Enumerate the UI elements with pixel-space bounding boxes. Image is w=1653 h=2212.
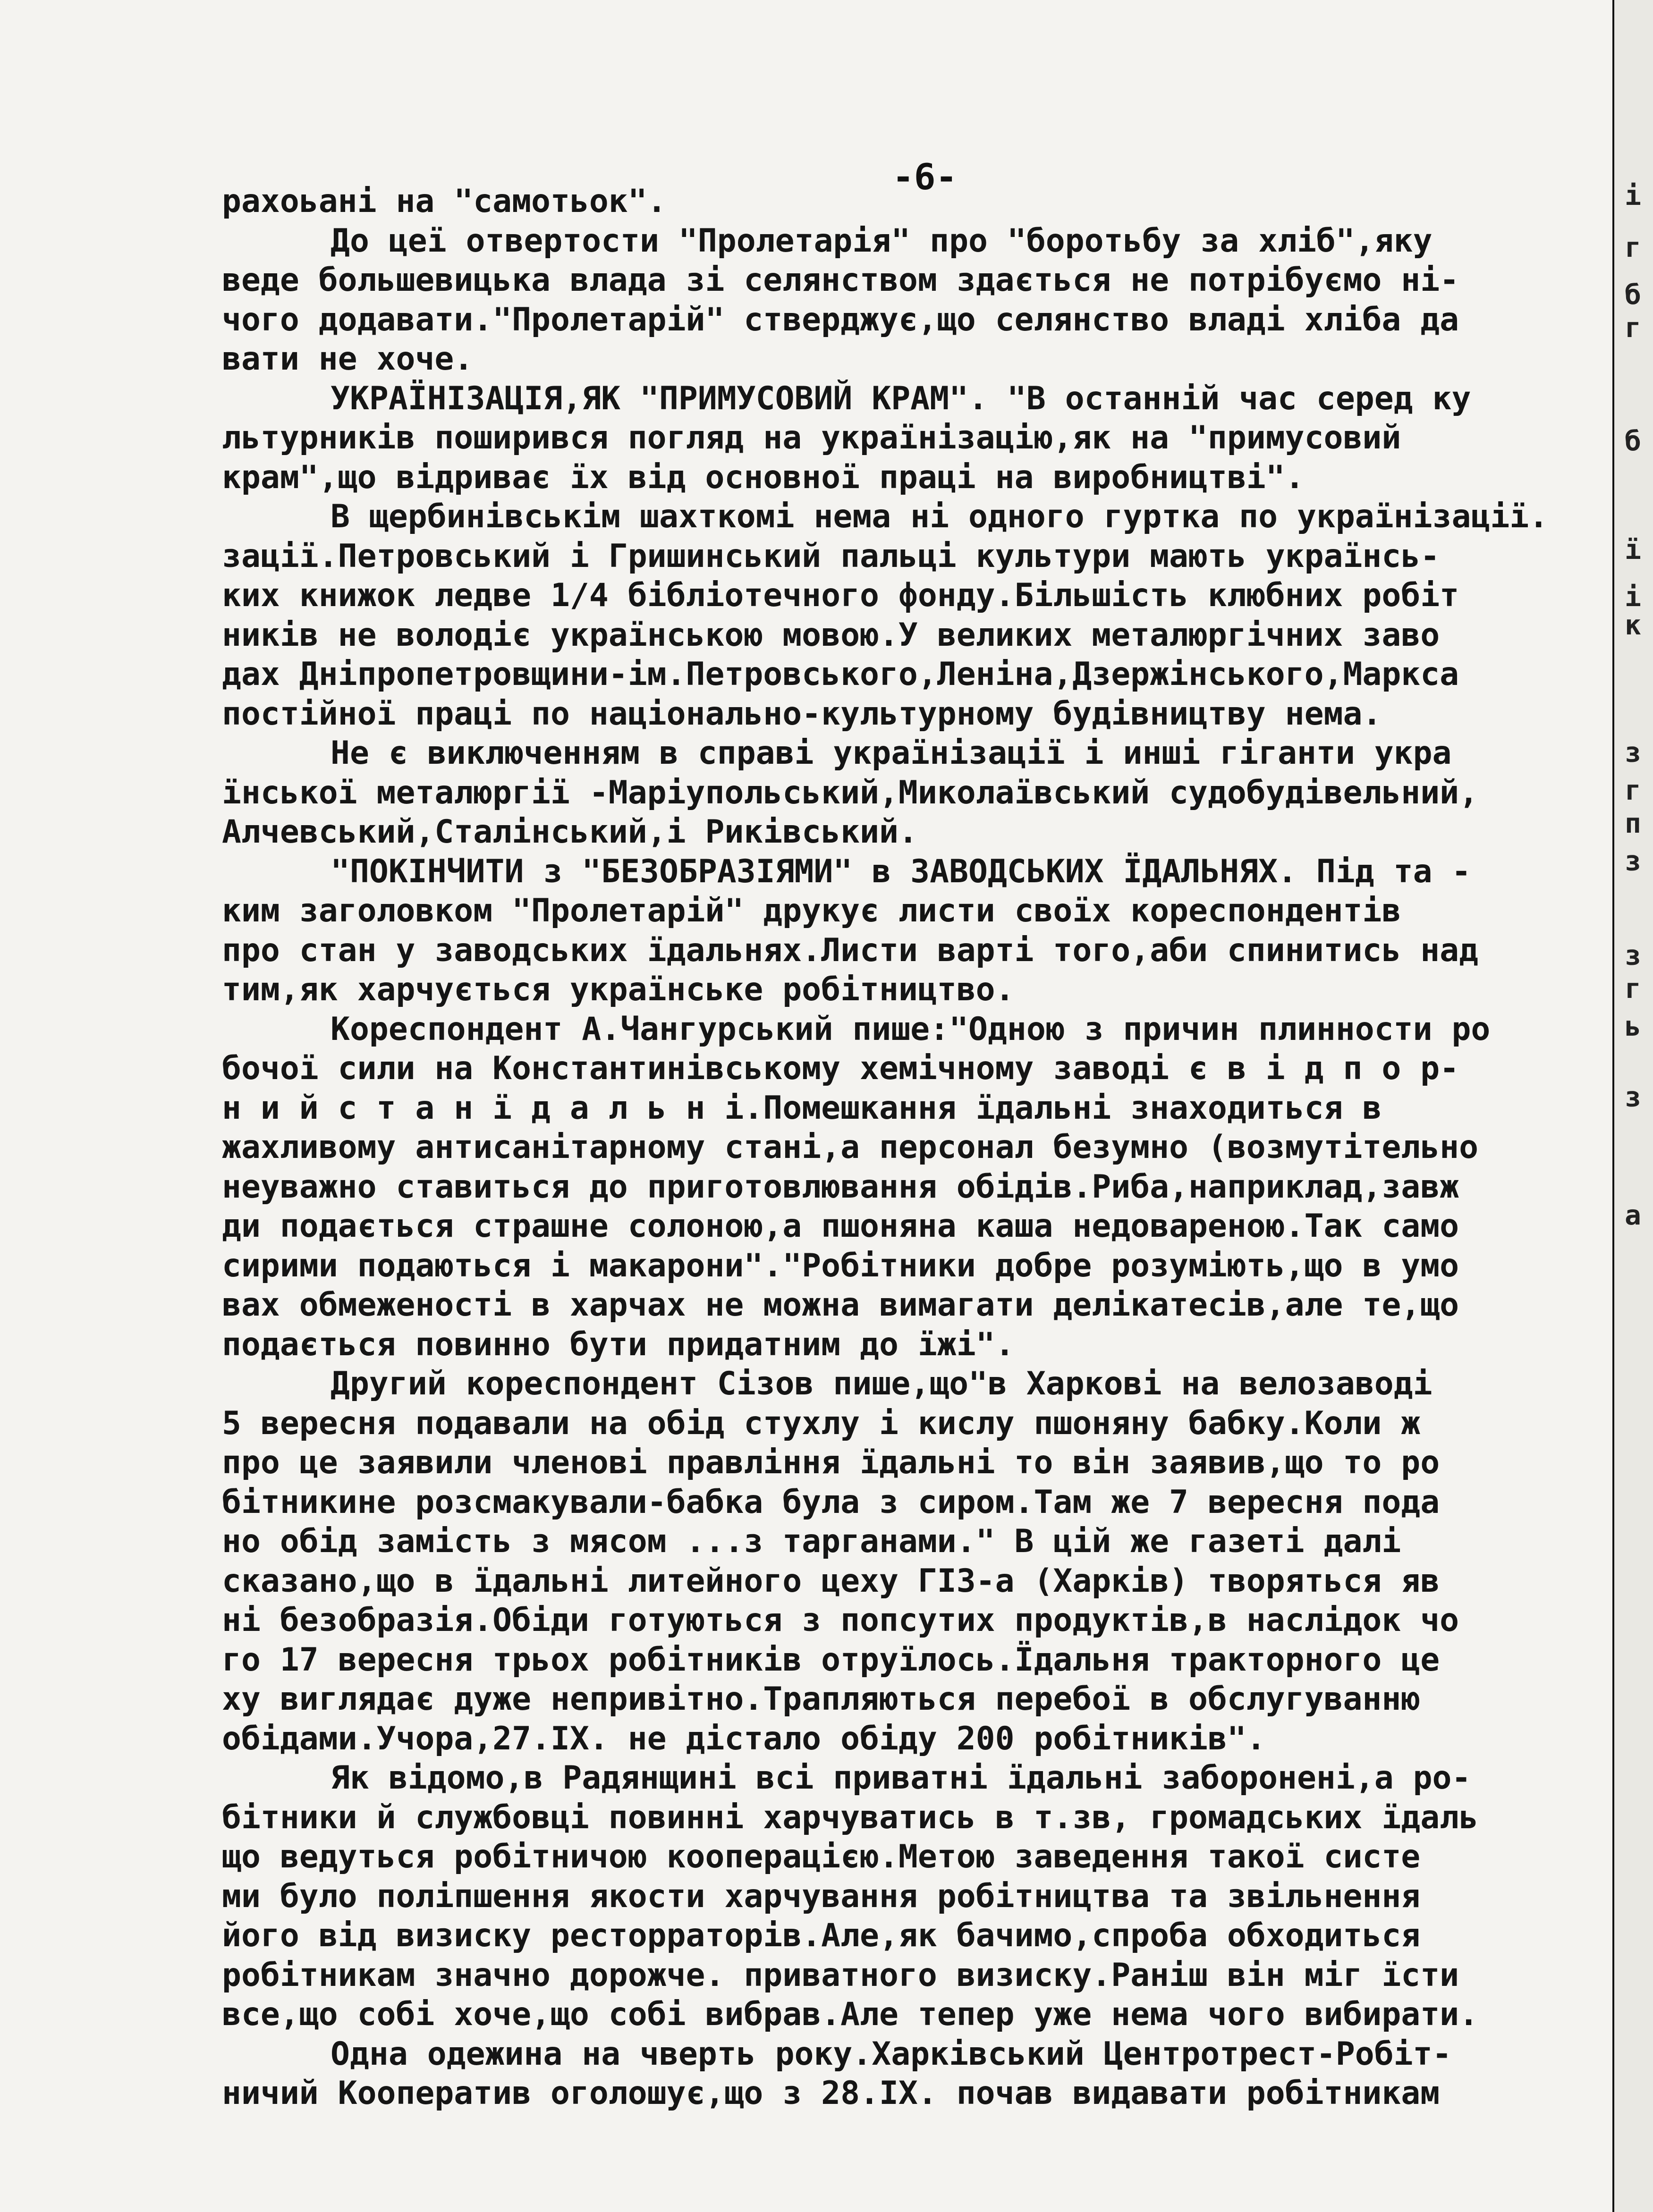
text-line: ди подається страшне солоною,а пшоняна каша недовареною.Так само bbox=[222, 1207, 1459, 1245]
edge-text-fragment: і bbox=[1625, 581, 1641, 613]
edge-text-fragment: г bbox=[1625, 774, 1641, 806]
text-line: Не є виключенням в справі українізації і инші гіганти укра bbox=[331, 735, 1452, 772]
text-line: про стан у заводських їдальнях.Листи варті того,аби спинитись над bbox=[222, 931, 1479, 969]
edge-text-fragment: п bbox=[1625, 807, 1641, 839]
text-line: обідами.Учора,27.IX. не дістало обіду 200 робітників". bbox=[222, 1720, 1266, 1757]
text-line: Алчевський,Сталінський,і Риківський. bbox=[222, 813, 918, 851]
edge-text-fragment: г bbox=[1625, 231, 1641, 263]
text-line: н и й с т а н ї д а л ь н і.Помешкання їдальні знаходиться в bbox=[222, 1089, 1382, 1127]
text-line: вати не хоче. bbox=[222, 340, 474, 378]
edge-text-fragment: б bbox=[1625, 279, 1641, 311]
edge-text-fragment: к bbox=[1625, 609, 1641, 641]
text-line: 5 вересня подавали на обід стухлу і кислу пшоняну бабку.Коли ж bbox=[222, 1404, 1421, 1442]
text-line: ху виглядає дуже непривітно.Трапляються перебої в обслугуванню bbox=[222, 1680, 1421, 1718]
edge-text-fragment: г bbox=[1625, 972, 1641, 1005]
text-line: веде большевицька влада зі селянством здається не потрібуємо ні- bbox=[222, 262, 1459, 299]
text-line: вах обмеженості в харчах не можна вимагати делікатесів,але те,що bbox=[222, 1286, 1459, 1324]
text-line: рахоьані на "самотьок". bbox=[222, 183, 667, 220]
text-line: постійної праці по національно-культурному будівництву нема. bbox=[222, 695, 1382, 733]
text-line: ми було поліпшення якости харчування робітництва та звільнення bbox=[222, 1877, 1421, 1915]
text-line: бітникине розсмакували-бабка була з сиром.Там же 7 вересня пода bbox=[222, 1483, 1440, 1521]
text-line: бітники й службовці повинні харчуватись в т.зв, громадських їдаль bbox=[222, 1798, 1479, 1836]
text-line: крам",що відриває їх від основної праці на виробництві". bbox=[222, 458, 1305, 496]
text-line: дах Дніпропетровщини-ім.Петровського,Леніна,Дзержінського,Маркса bbox=[222, 656, 1459, 693]
adjacent-page-edge bbox=[1612, 0, 1653, 2212]
text-line: "ПОКІНЧИТИ з "БЕЗОБРАЗІЯМИ" в ЗАВОДСЬКИХ ЇДАЛЬНЯХ. Під та - bbox=[331, 853, 1471, 890]
edge-text-fragment: з bbox=[1625, 1081, 1641, 1113]
text-line: все,що собі хоче,що собі вибрав.Але тепер уже нема чого вибирати. bbox=[222, 1996, 1479, 2033]
text-line: їнської металюргії -Маріупольський,Миколаївський судобудівельний, bbox=[222, 774, 1479, 811]
text-line: В щербинівськім шахткомі нема ні одного гуртка по українізації. bbox=[331, 498, 1549, 535]
text-line: чого додавати."Пролетарій" стверджує,що селянство владі хліба да bbox=[222, 301, 1459, 338]
text-line: ників не володіє українською мовою.У великих металюргічних заво bbox=[222, 616, 1440, 654]
text-line: подається повинно бути придатним до їжі". bbox=[222, 1326, 1015, 1363]
page-number: -6- bbox=[892, 156, 958, 198]
edge-text-fragment: з bbox=[1625, 736, 1641, 768]
text-line: бочої сили на Константинівському хемічному заводі є в і д п о р- bbox=[222, 1050, 1459, 1087]
edge-text-fragment: з bbox=[1625, 939, 1641, 971]
text-line: го 17 вересня трьох робітників отруїлось.Їдальня тракторного це bbox=[222, 1641, 1440, 1679]
edge-text-fragment: г bbox=[1625, 312, 1641, 344]
edge-text-fragment: б bbox=[1625, 425, 1641, 457]
text-line: льтурників поширився погляд на українізацію,як на "примусовий bbox=[222, 419, 1401, 456]
text-line: ні безобразія.Обіди готуються з попсутих продуктів,в наслідок чо bbox=[222, 1602, 1459, 1639]
text-line: ничий Кооператив оголошує,що з 28.IX. почав видавати робітникам bbox=[222, 2075, 1440, 2112]
text-line: Кореспондент А.Чангурський пише:"Одною з причин плинности ро bbox=[331, 1010, 1491, 1048]
text-line: що ведуться робітничою кооперацією.Метою заведення такої систе bbox=[222, 1838, 1421, 1875]
text-line: його від визиску ресторраторів.Але,як бачимо,спроба обходиться bbox=[222, 1917, 1421, 1954]
text-line: сирими подаються і макарони"."Робітники добре розуміють,що в умо bbox=[222, 1247, 1459, 1284]
edge-text-fragment: з bbox=[1625, 845, 1641, 877]
text-line: робітникам значно дорожче. приватного визиску.Раніш він міг їсти bbox=[222, 1956, 1459, 1994]
document-body bbox=[222, 182, 1601, 2113]
text-line: Одна одежина на чверть року.Харківський Центротрест-Робіт- bbox=[331, 2035, 1452, 2073]
text-line: сказано,що в їдальні литейного цеху ГІЗ-а (Харків) творяться яв bbox=[222, 1562, 1440, 1600]
text-line: УКРАЇНІЗАЦІЯ,ЯК "ПРИМУСОВИЙ КРАМ". "В останній час серед ку bbox=[331, 380, 1471, 417]
text-line: тим,як харчується українське робітництво. bbox=[222, 971, 1015, 1008]
text-line: зації.Петровський і Гришинський пальці культури мають українсь- bbox=[222, 537, 1440, 575]
text-line: ким заголовком "Пролетарій" друкує листи своїх кореспондентів bbox=[222, 892, 1401, 929]
edge-text-fragment: і bbox=[1625, 179, 1641, 211]
text-line: про це заявили членові правління їдальні то він заявив,що то ро bbox=[222, 1444, 1440, 1481]
edge-text-fragment: ї bbox=[1625, 533, 1641, 566]
text-line: неуважно ставиться до приготовлювання обідів.Риба,наприклад,завж bbox=[222, 1168, 1459, 1206]
text-line: До цеї отвертости "Пролетарія" про "боротьбу за хліб",яку bbox=[331, 222, 1433, 260]
edge-text-fragment: ь bbox=[1625, 1010, 1641, 1042]
text-line: но обід замість з мясом ...з тарганами." В цій же газеті далі bbox=[222, 1523, 1401, 1560]
text-line: жахливому антисанітарному стані,а персонал безумно (возмутітельно bbox=[222, 1129, 1479, 1166]
text-line: Другий кореспондент Сізов пише,що"в Харкові на велозаводі bbox=[331, 1365, 1433, 1402]
text-line: Як відомо,в Радянщині всі приватні їдальні заборонені,а ро- bbox=[331, 1759, 1471, 1797]
edge-text-fragment: а bbox=[1625, 1199, 1641, 1231]
text-line: ких книжок ледве 1/4 бібліотечного фонду.Більшість клюбних робіт bbox=[222, 577, 1459, 614]
